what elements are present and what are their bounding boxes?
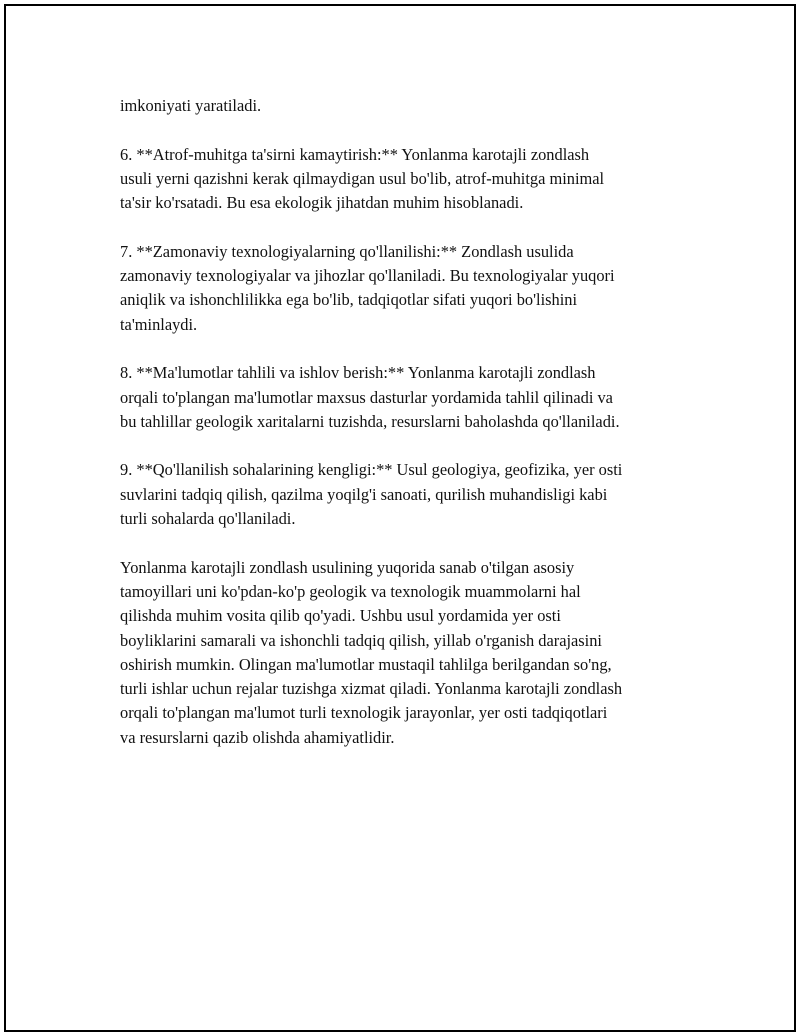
text-line: bu tahlillar geologik xaritalarni tuzishda, resurslarni baholashda qo'llaniladi. bbox=[120, 411, 620, 431]
paragraph-conclusion bbox=[120, 556, 700, 750]
text-line: Yonlanma karotajli zondlash usulining yuqorida sanab o'tilgan asosiy bbox=[120, 557, 575, 577]
paragraph-item-8 bbox=[120, 361, 700, 434]
text-line: 8. **Ma'lumotlar tahlili va ishlov berish:** Yonlanma karotajli zondlash bbox=[120, 363, 596, 383]
text-line: ta'sir ko'rsatadi. Bu esa ekologik jihatdan muhim hisoblanadi. bbox=[120, 193, 524, 213]
text-line: qilishda muhim vosita qilib qo'yadi. Ushbu usul yordamida yer osti bbox=[120, 606, 561, 626]
text-line: 9. **Qo'llanilish sohalarining kengligi:** Usul geologiya, geofizika, yer osti bbox=[120, 460, 623, 480]
text-line: suvlarini tadqiq qilish, qazilma yoqilg'i sanoati, qurilish muhandisligi kabi bbox=[120, 484, 608, 504]
paragraph-item-6 bbox=[120, 143, 700, 216]
paragraph-continuation bbox=[120, 94, 700, 118]
text-line: zamonaviy texnologiyalar va jihozlar qo'llaniladi. Bu texnologiyalar yuqori bbox=[120, 266, 615, 286]
text-line: orqali to'plangan ma'lumot turli texnologik jarayonlar, yer osti tadqiqotlari bbox=[120, 703, 608, 723]
text-line: aniqlik va ishonchlilikka ega bo'lib, tadqiqotlar sifati yuqori bo'lishini bbox=[120, 290, 578, 310]
paragraph-item-7 bbox=[120, 240, 700, 337]
page-border bbox=[4, 4, 796, 1032]
text-line: 7. **Zamonaviy texnologiyalarning qo'llanilishi:** Zondlash usulida bbox=[120, 241, 574, 261]
text-line: ta'minlaydi. bbox=[120, 314, 198, 334]
text-line: orqali to'plangan ma'lumotlar maxsus dasturlar yordamida tahlil qilinadi va bbox=[120, 387, 613, 407]
text-line: turli ishlar uchun rejalar tuzishga xizmat qiladi. Yonlanma karotajli zondlash bbox=[120, 679, 623, 699]
document-body bbox=[120, 94, 700, 774]
text-line: 6. **Atrof-muhitga ta'sirni kamaytirish:** Yonlanma karotajli zondlash bbox=[120, 144, 590, 164]
text-line: va resurslarni qazib olishda ahamiyatlidir. bbox=[120, 727, 395, 747]
text-line: tamoyillari uni ko'pdan-ko'p geologik va texnologik muammolarni hal bbox=[120, 581, 581, 601]
text-line: boyliklarini samarali va ishonchli tadqiq qilish, yillab o'rganish darajasini bbox=[120, 630, 602, 650]
text-line: imkoniyati yaratiladi. bbox=[120, 96, 262, 115]
text-line: usuli yerni qazishni kerak qilmaydigan usul bo'lib, atrof-muhitga minimal bbox=[120, 168, 605, 188]
paragraph-item-9 bbox=[120, 458, 700, 531]
text-line: turli sohalarda qo'llaniladi. bbox=[120, 509, 296, 529]
text-line: oshirish mumkin. Olingan ma'lumotlar mustaqil tahlilga berilgandan so'ng, bbox=[120, 654, 612, 674]
